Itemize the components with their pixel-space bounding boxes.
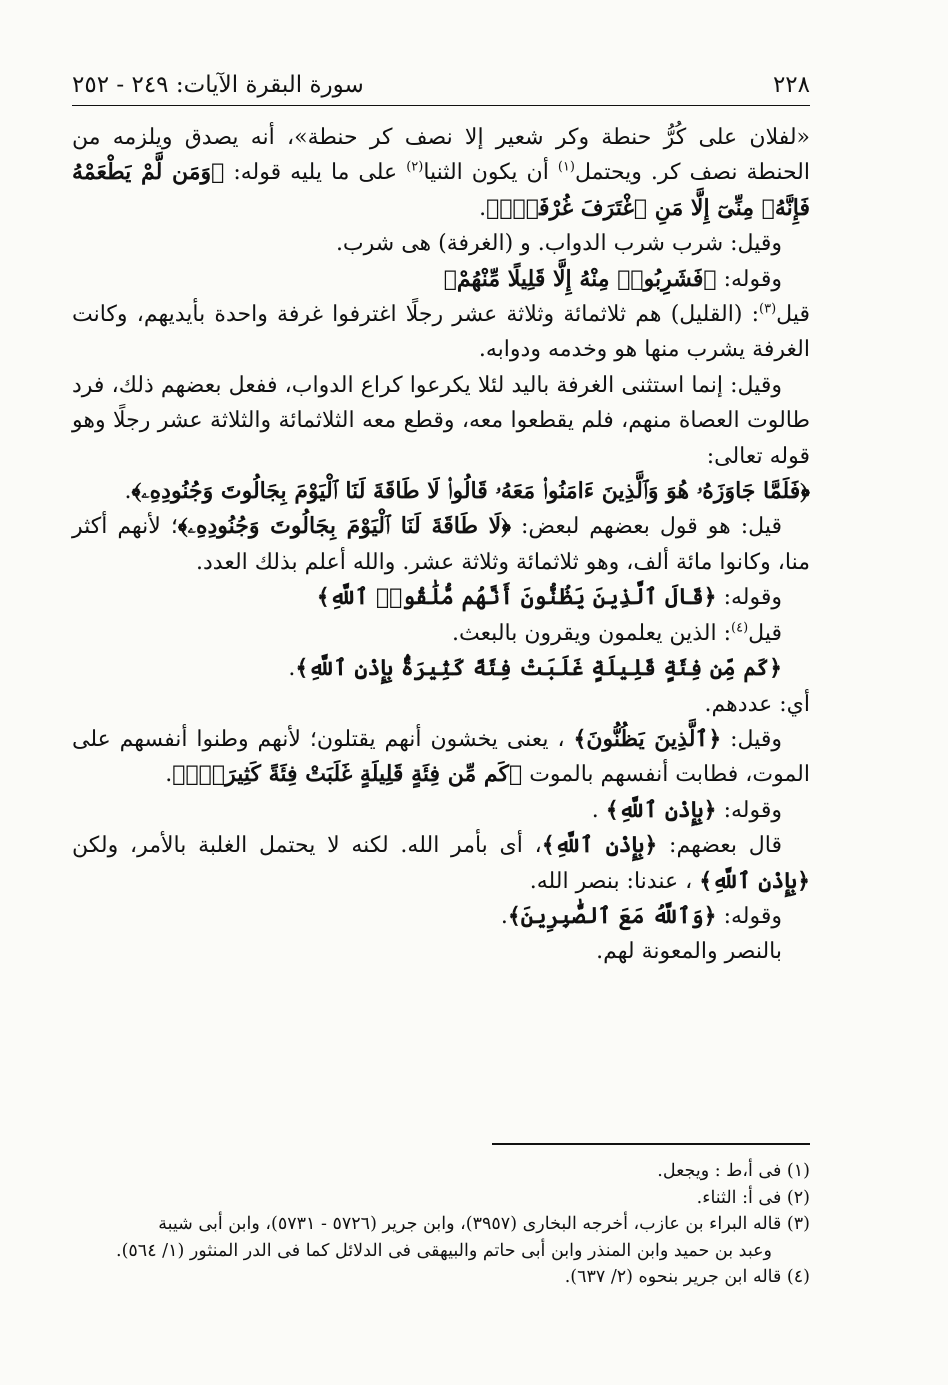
paragraph-16: بالنصر والمعونة لهم. [596, 939, 782, 965]
quran-verse: ﴿وَٱللَّهُ مَعَ ٱلصَّٰبِرِينَ﴾ [507, 902, 717, 929]
paragraph-2: وقيل: شرب شرب الدواب. و (الغرفة) هى شرب. [335, 231, 782, 257]
quran-verse: ﴿فَشَرِبُوا۟ مِنْهُ إِلَّا قَلِيلًا مِّنْهُمْ﴾ [443, 265, 717, 292]
paragraph-15: وقوله: ﴿وَٱللَّهُ مَعَ ٱلصَّٰبِرِينَ﴾. [500, 902, 782, 929]
quran-verse: ﴿قَالَ ٱلَّذِينَ يَظُنُّونَ أَنَّهُم مُّلَٰقُوا۟ ٱللَّهِ﴾ [316, 584, 717, 611]
page-number: ٢٢٨ [772, 72, 810, 98]
quran-verse: ﴿بِإِذْنِ ٱللَّهِ﴾ [541, 832, 658, 859]
quran-verse: ﴿كَم مِّن فِئَةٍ قَلِيلَةٍ غَلَبَتْ فِئَةً كَثِيرَةًۢ﴾ [172, 761, 523, 788]
header-title: سورة البقرة الآيات: ٢٤٩ - ٢٥٢ [72, 72, 364, 98]
paragraph-14: قال بعضهم: ﴿بِإِذْنِ ٱللَّهِ﴾، أى بأمر الله. لكنه لا يحتمل الغلبة بالأمر، ولكن ﴿بِإِذْنِ ٱللَّهِ﴾ ، عندنا: بنصر الله. [72, 832, 810, 894]
footnote-ref-1: (١) [557, 160, 575, 176]
quran-verse: ﴿بِإِذْنِ ٱللَّهِ﴾ [699, 867, 810, 894]
paragraph-11: أي: عددهم. [704, 691, 810, 717]
paragraph-5: وقيل: إنما استثنى الغرفة باليد لئلا يكرعوا كراع الدواب، ففعل بعضهم ذلك، فرد طالوت العصاة منهم، فلم يقطعوا معه، وقطع معه الثلاثمائة والثلاثة عشر رجلًا وهو قوله تعالى: [72, 372, 810, 469]
main-text [72, 120, 810, 970]
quran-verse: ﴿لَا طَاقَةَ لَنَا ٱلْيَوْمَ بِجَالُوتَ وَجُنُودِهِۦ﴾ [177, 513, 511, 540]
footnote-ref-2: (٢) [406, 160, 424, 176]
paragraph-1: «لفلان على كُرُّ حنطة وكر شعير إلا نصف كر حنطة»، أنه يصدق ويلزمه من الحنطة نصف كر. ويحتمل$^{(١)}$ أن يكون الثنيا$^{(٢)}$ على ما يليه قوله: ﴿وَمَن لَّمْ يَطْعَمْهُ فَإِنَّهُۥ مِنِّىٓ إِلَّا مَنِ ٱغْتَرَفَ غُرْفَةًۢ﴾. [72, 125, 810, 221]
footnote-2: (٢) فى أ: الثناء. [696, 1187, 810, 1208]
footnote-ref-4: (٤) [731, 620, 749, 636]
footnote-separator [0, 1143, 810, 1145]
footnote-ref-3: (٣) [759, 301, 777, 317]
quran-verse: ﴿كَم مِّن فِئَةٍ قَلِيلَةٍ غَلَبَتْ فِئَةً كَثِيرَةًۢ بِإِذْنِ ٱللَّهِ﴾ [295, 655, 782, 682]
header-rule [72, 105, 810, 107]
paragraph-9: قيل$^{(٤)}$: الذين يعلمون ويقرون بالبعث. [451, 620, 782, 646]
footnote-3-continued: وعبد بن حميد وابن المنذر وابن أبى حاتم والبيهقى فى الدلائل كما فى الدر المنثور (١/ ٥٦٤). [116, 1240, 772, 1261]
paragraph-6: ﴿فَلَمَّا جَاوَزَهُۥ هُوَ وَٱلَّذِينَ ءَامَنُوا۟ مَعَهُۥ قَالُوا۟ لَا طَاقَةَ لَنَا ٱلْيَوْمَ بِجَالُوتَ وَجُنُودِهِۦ﴾. [124, 478, 810, 505]
quran-verse: ﴿وَمَن لَّمْ يَطْعَمْهُ فَإِنَّهُۥ مِنِّىٓ إِلَّا مَنِ ٱغْتَرَفَ غُرْفَةًۢ﴾ [72, 159, 810, 221]
footnotes [72, 1158, 810, 1291]
quran-verse: ﴿ٱلَّذِينَ يَظُنُّونَ﴾ [573, 725, 722, 752]
footnote-3: (٣) قاله البراء بن عازب، أخرجه البخارى (٣٩٥٧)، وابن جرير (٥٧٢٦ - ٥٧٣١)، وابن أبى شيبة [158, 1214, 810, 1234]
paragraph-13: وقوله: ﴿بِإِذْنِ ٱللَّهِ﴾ . [591, 796, 782, 823]
paragraph-7: قيل: هو قول بعضهم لبعض: ﴿لَا طَاقَةَ لَنَا ٱلْيَوْمَ بِجَالُوتَ وَجُنُودِهِۦ﴾؛ لأنهم أكثر منا، وكانوا مائة ألف، وهو ثلاثمائة وثلاثة عشر. والله أعلم بذلك العدد. [72, 513, 810, 575]
footnote-4: (٤) قاله ابن جرير بنحوه (٢/ ٦٣٧). [564, 1267, 810, 1287]
paragraph-3: وقوله: ﴿فَشَرِبُوا۟ مِنْهُ إِلَّا قَلِيلًا مِّنْهُمْ﴾ [443, 265, 782, 292]
paragraph-4: قيل$^{(٣)}$: (القليل) هم ثلاثمائة وثلاثة عشر رجلًا اغترفوا غرفة واحدة بأيديهم، وكانت الغرفة يشرب منها هو وخدمه ودوابه. [72, 301, 810, 363]
running-header [72, 62, 810, 98]
paragraph-10: ﴿كَم مِّن فِئَةٍ قَلِيلَةٍ غَلَبَتْ فِئَةً كَثِيرَةًۢ بِإِذْنِ ٱللَّهِ﴾. [288, 655, 782, 682]
paragraph-8: وقوله: ﴿قَالَ ٱلَّذِينَ يَظُنُّونَ أَنَّهُم مُّلَٰقُوا۟ ٱللَّهِ﴾ [316, 584, 782, 611]
paragraph-12: وقيل: ﴿ٱلَّذِينَ يَظُنُّونَ﴾ ، يعنى يخشون أنهم يقتلون؛ لأنهم وطنوا أنفسهم على الموت، فطابت أنفسهم بالموت ﴿كَم مِّن فِئَةٍ قَلِيلَةٍ غَلَبَتْ فِئَةً كَثِيرَةًۢ﴾. [72, 725, 810, 788]
quran-verse: ﴿فَلَمَّا جَاوَزَهُۥ هُوَ وَٱلَّذِينَ ءَامَنُوا۟ مَعَهُۥ قَالُوا۟ لَا طَاقَةَ لَنَا ٱلْيَوْمَ بِجَالُوتَ وَجُنُودِهِۦ﴾ [131, 478, 810, 505]
footnote-1: (١) فى أ،ط : ويجعل. [657, 1161, 810, 1181]
quran-verse: ﴿بِإِذْنِ ٱللَّهِ﴾ [605, 796, 717, 823]
